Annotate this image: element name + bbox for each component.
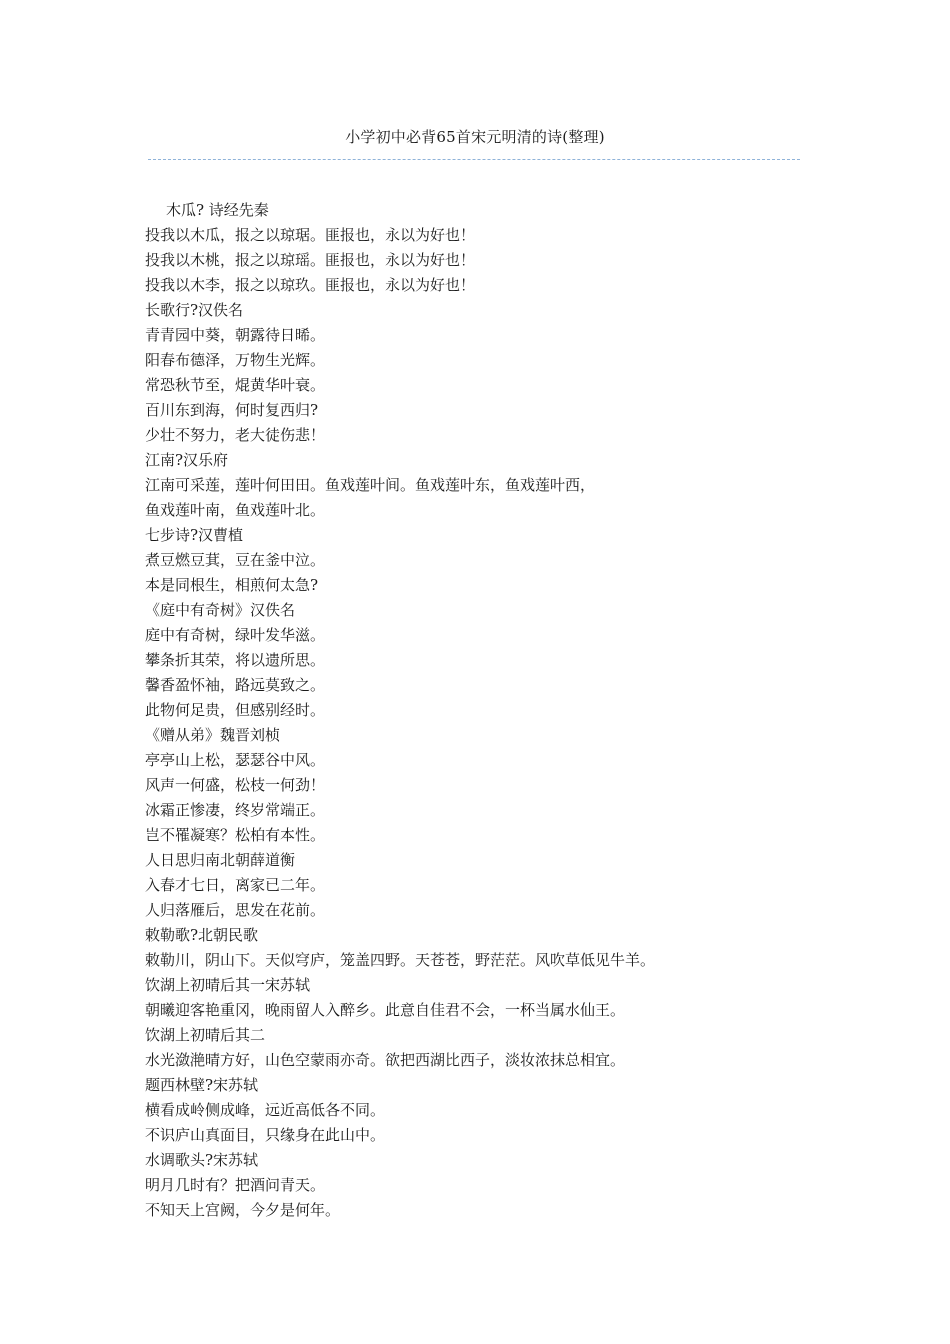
text-line: 攀条折其荣，将以遗所思。 [145,651,326,669]
text-line: 《赠从弟》魏晋刘桢 [145,726,281,744]
text-line: 少壮不努力，老大徒伤悲！ [145,426,326,444]
text-line: 横看成岭侧成峰，远近高低各不同。 [145,1101,386,1119]
text-line: 《庭中有奇树》汉佚名 [145,601,296,619]
text-line: 人归落雁后，思发在花前。 [145,901,326,919]
text-line: 饮湖上初晴后其一宋苏轼 [145,976,311,994]
text-line: 常恐秋节至，焜黄华叶衰。 [145,376,326,394]
text-line: 青青园中葵，朝露待日晞。 [145,326,326,344]
text-line: 此物何足贵，但感别经时。 [145,701,326,719]
text-line: 风声一何盛，松枝一何劲！ [145,776,326,794]
text-line: 水光潋滟晴方好，山色空蒙雨亦奇。欲把西湖比西子，淡妆浓抹总相宜。 [145,1051,626,1069]
text-line: 江南?汉乐府 [145,451,229,469]
text-line: 投我以木瓜，报之以琼琚。匪报也，永以为好也！ [145,226,476,244]
text-line: 岂不罹凝寒？松柏有本性。 [145,826,326,844]
text-line: 庭中有奇树，绿叶发华滋。 [145,626,326,644]
text-line: 长歌行?汉佚名 [145,301,244,319]
text-line: 朝曦迎客艳重冈，晚雨留人入醉乡。此意自佳君不会，一杯当属水仙王。 [145,1001,626,1019]
text-line: 敕勒川，阴山下。天似穹庐，笼盖四野。天苍苍，野茫茫。风吹草低见牛羊。 [145,951,656,969]
text-line: 不知天上宫阙，今夕是何年。 [145,1201,341,1219]
text-line: 入春才七日，离家已二年。 [145,876,326,894]
document-title: 小学初中必背65首宋元明清的诗(整理) [345,128,605,146]
poem-heading-line: 木瓜? 诗经先秦 [166,201,269,219]
text-line: 投我以木桃，报之以琼瑶。匪报也，永以为好也！ [145,251,476,269]
text-line: 饮湖上初晴后其二 [145,1026,266,1044]
text-line: 亭亭山上松，瑟瑟谷中风。 [145,751,326,769]
text-line: 冰霜正惨凄，终岁常端正。 [145,801,326,819]
text-line: 明月几时有？把酒问青天。 [145,1176,326,1194]
document-body [145,198,805,1223]
text-line: 不识庐山真面目，只缘身在此山中。 [145,1126,386,1144]
text-line: 水调歌头?宋苏轼 [145,1151,259,1169]
text-line: 本是同根生，相煎何太急? [145,576,319,594]
text-line: 煮豆燃豆萁，豆在釜中泣。 [145,551,326,569]
text-line: 敕勒歌?北朝民歌 [145,926,259,944]
text-line: 百川东到海，何时复西归? [145,401,319,419]
text-line: 人日思归南北朝薛道衡 [145,851,296,869]
text-line: 鱼戏莲叶南，鱼戏莲叶北。 [145,501,326,519]
text-line: 江南可采莲，莲叶何田田。鱼戏莲叶间。鱼戏莲叶东，鱼戏莲叶西， [145,476,596,494]
text-line: 题西林壁?宋苏轼 [145,1076,259,1094]
text-line: 七步诗?汉曹植 [145,526,244,544]
text-line: 馨香盈怀袖，路远莫致之。 [145,676,326,694]
text-line: 阳春布德泽，万物生光辉。 [145,351,326,369]
title-divider [148,159,800,160]
text-line: 投我以木李，报之以琼玖。匪报也，永以为好也！ [145,276,476,294]
